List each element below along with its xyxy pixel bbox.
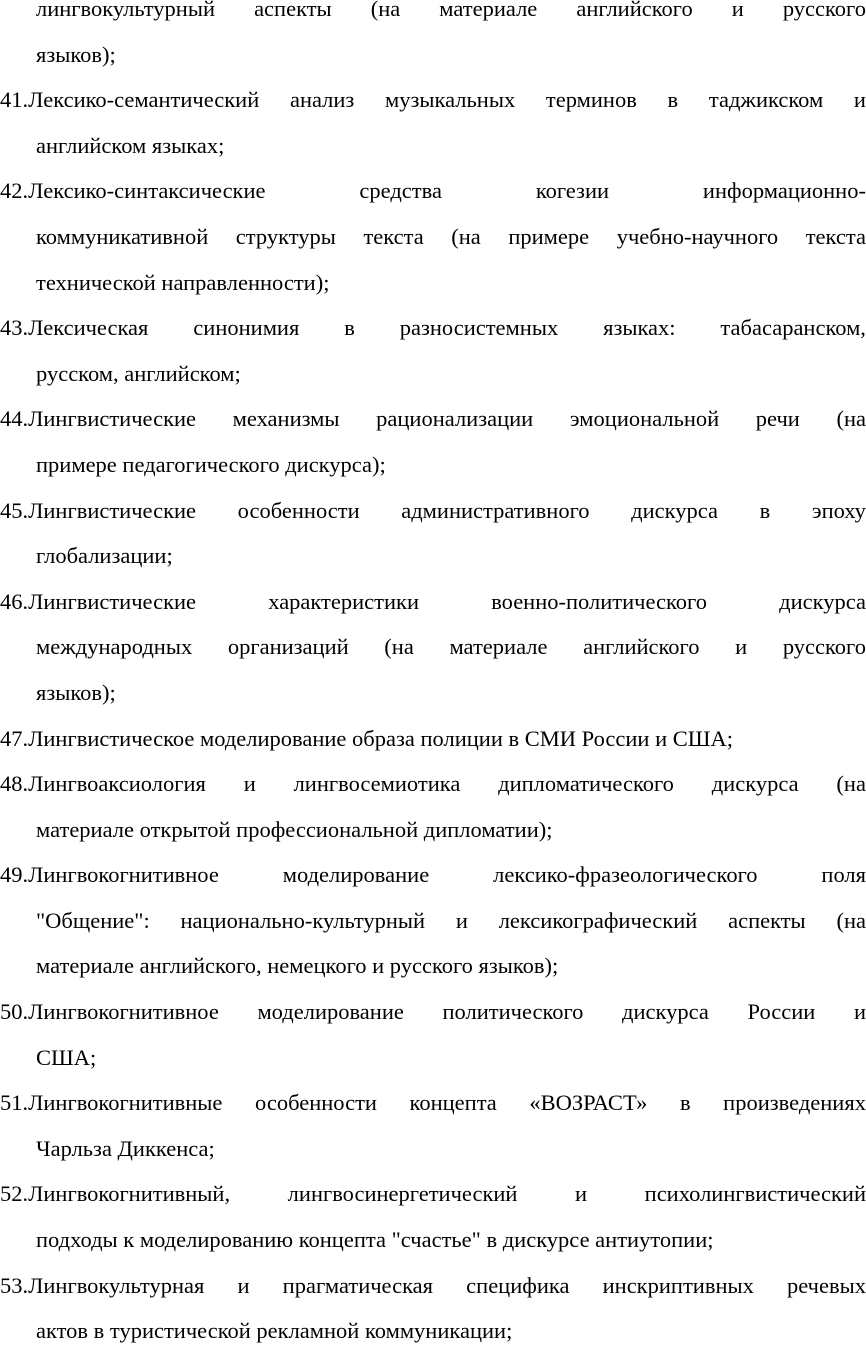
list-item-first-word: 48.Лингвоаксиология bbox=[0, 771, 206, 797]
list-item-text: Чарльза Диккенса; bbox=[36, 1135, 215, 1161]
list-item-text: глобализации; bbox=[36, 543, 173, 569]
list-item-number: 50. bbox=[0, 999, 29, 1025]
list-item-first-word: 51.Лингвокогнитивные bbox=[0, 1090, 223, 1116]
list-item-first-word: 45.Лингвистические bbox=[0, 497, 197, 523]
list-item-text: примере педагогического дискурса); bbox=[36, 451, 386, 477]
list-item bbox=[0, 989, 866, 1080]
list-item-line bbox=[0, 351, 866, 397]
list-item-line: 50.Лингвокогнитивное моделирование политического дискурса России и bbox=[0, 989, 866, 1035]
list-item-text: английском языках; bbox=[36, 132, 225, 158]
list-item-text: языков); bbox=[36, 679, 116, 705]
list-item-line bbox=[0, 1217, 866, 1263]
list-item-number: 53. bbox=[0, 1272, 29, 1298]
list-item-line: лингвокультурный аспекты (на материале английского и русского bbox=[36, 0, 866, 21]
list-item-line bbox=[0, 533, 866, 579]
list-item-text: Лингвистическое моделирование образа полиции в СМИ России и США; bbox=[28, 725, 733, 751]
list-item-line: коммуникативной структуры текста (на примере учебно-научного текста bbox=[36, 223, 866, 249]
list-item-number: 44. bbox=[0, 406, 29, 432]
list-item-line: 51.Лингвокогнитивные особенности концепта «ВОЗРАСТ» в произведениях bbox=[0, 1080, 866, 1126]
list-item-text: подходы к моделированию концепта "счастье" в дискурсе антиутопии; bbox=[36, 1227, 714, 1253]
list-item-line bbox=[0, 32, 866, 78]
list-item-number: 41. bbox=[0, 87, 29, 113]
list-item-first-word: 46.Лингвистические bbox=[0, 588, 197, 614]
list-item-number: 51. bbox=[0, 1090, 29, 1116]
list-item-number: 52. bbox=[0, 1181, 29, 1207]
list-item bbox=[0, 579, 866, 716]
list-item-text: материале открытой профессиональной дипломатии); bbox=[36, 816, 553, 842]
list-item-number: 45. bbox=[0, 497, 29, 523]
list-item bbox=[0, 852, 866, 989]
list-item bbox=[0, 1080, 866, 1171]
list-item-text: языков); bbox=[36, 41, 116, 67]
list-item-line: 44.Лингвистические механизмы рационализации эмоциональной речи (на bbox=[0, 396, 866, 442]
list-item-number: 47. bbox=[0, 725, 29, 751]
list-item-line bbox=[0, 260, 866, 306]
list-item bbox=[0, 305, 866, 396]
list-item-first-word: 50.Лингвокогнитивное bbox=[0, 999, 219, 1025]
list-item bbox=[0, 761, 866, 852]
list-item-text: технической направленности); bbox=[36, 269, 330, 295]
list-item-line bbox=[0, 807, 866, 853]
list-item-line bbox=[0, 716, 866, 762]
list-item bbox=[0, 168, 866, 305]
list-item-text: материале английского, немецкого и русского языков); bbox=[36, 953, 559, 979]
list-item-line: "Общение": национально-культурный и лексикографический аспекты (на bbox=[36, 907, 866, 933]
list-item bbox=[0, 1263, 866, 1354]
list-item-line: 46.Лингвистические характеристики военно-политического дискурса bbox=[0, 579, 866, 625]
list-item-line: 42.Лексико-синтаксические средства когезии информационно- bbox=[0, 168, 866, 214]
list-item-number: 43. bbox=[0, 315, 29, 341]
list-item-line: международных организаций (на материале английского и русского bbox=[36, 634, 866, 660]
list-item bbox=[0, 716, 866, 762]
list-item-first-word: 42.Лексико-синтаксические bbox=[0, 178, 266, 204]
list-item-first-word: 49.Лингвокогнитивное bbox=[0, 862, 219, 888]
list-item-first-word: 44.Лингвистические bbox=[0, 406, 197, 432]
list-item-line: 41.Лексико-семантический анализ музыкальных терминов в таджикском и bbox=[0, 77, 866, 123]
list-item-text: США; bbox=[36, 1044, 97, 1070]
list-item-number: 42. bbox=[0, 178, 29, 204]
list-item-text: актов в туристической рекламной коммуникации; bbox=[36, 1318, 513, 1344]
list-item-first-word: 53.Лингвокультурная bbox=[0, 1272, 205, 1298]
list-item-line bbox=[0, 1035, 866, 1081]
list-item-number: 46. bbox=[0, 588, 29, 614]
list-item-line bbox=[0, 123, 866, 169]
list-item bbox=[0, 0, 866, 77]
list-item bbox=[0, 396, 866, 487]
list-item-line bbox=[0, 1126, 866, 1172]
list-item-line: 52.Лингвокогнитивный, лингвосинергетический и психолингвистический bbox=[0, 1171, 866, 1217]
list-item-line: 48.Лингвоаксиология и лингвосемиотика дипломатического дискурса (на bbox=[0, 761, 866, 807]
list-item bbox=[0, 488, 866, 579]
list-item-first-word: 43.Лексическая bbox=[0, 315, 149, 341]
list-item-line bbox=[0, 670, 866, 716]
list-item-line: 49.Лингвокогнитивное моделирование лексико-фразеологического поля bbox=[0, 852, 866, 898]
list-item bbox=[0, 77, 866, 168]
list-item-line bbox=[0, 943, 866, 989]
list-item bbox=[0, 1171, 866, 1262]
list-item-number: 48. bbox=[0, 771, 29, 797]
list-item-first-word: 52.Лингвокогнитивный, bbox=[0, 1181, 231, 1207]
list-item-line: 45.Лингвистические особенности административного дискурса в эпоху bbox=[0, 488, 866, 534]
list-item-text: русском, английском; bbox=[36, 360, 241, 386]
list-item-line: 43.Лексическая синонимия в разносистемных языках: табасаранском, bbox=[0, 305, 866, 351]
list-item-first-word: 41.Лексико-семантический bbox=[0, 87, 260, 113]
list-item-line bbox=[0, 442, 866, 488]
list-item-line bbox=[0, 1308, 866, 1354]
list-item-line: 53.Лингвокультурная и прагматическая специфика инскриптивных речевых bbox=[0, 1263, 866, 1309]
list-item-number: 49. bbox=[0, 862, 29, 888]
